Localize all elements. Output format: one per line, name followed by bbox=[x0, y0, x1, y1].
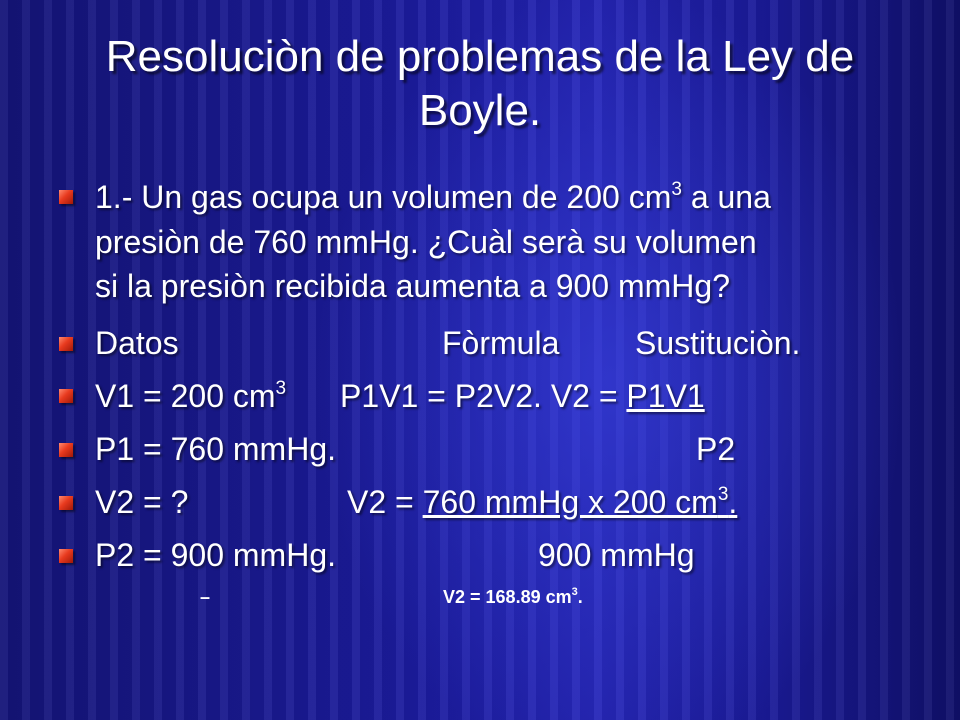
substitution-period: . bbox=[728, 484, 738, 520]
fraction-denominator: P2 bbox=[696, 431, 736, 467]
row-v2-substitution bbox=[347, 482, 737, 523]
header-datos: Datos bbox=[95, 325, 179, 361]
bullet-square-icon bbox=[59, 496, 73, 510]
result-superscript: 3 bbox=[571, 586, 578, 598]
result-period: . bbox=[577, 587, 583, 607]
v1-label: V1 = 200 cm bbox=[95, 378, 276, 414]
v2-equals: V2 = bbox=[347, 484, 423, 520]
substitution-denominator: 900 mmHg bbox=[538, 537, 695, 573]
bullet-square-icon bbox=[59, 190, 73, 204]
problem-line-1 bbox=[95, 177, 771, 218]
result-line bbox=[443, 586, 583, 608]
row-v1 bbox=[95, 376, 286, 417]
row-p2-label: P2 = 900 mmHg. bbox=[95, 537, 336, 573]
bullet-square-icon bbox=[59, 337, 73, 351]
problem-text-1b: a una bbox=[681, 179, 771, 215]
bullet-square-icon bbox=[59, 443, 73, 457]
header-formula: Fòrmula bbox=[442, 325, 560, 361]
row-v2-label: V2 = ? bbox=[95, 484, 189, 520]
problem-superscript: 3 bbox=[671, 179, 682, 200]
problem-line-2: presiòn de 760 mmHg. ¿Cuàl serà su volumen bbox=[95, 224, 757, 260]
fraction-numerator: P1V1 bbox=[626, 378, 705, 414]
bullet-square-icon bbox=[59, 389, 73, 403]
substitution-numerator bbox=[423, 484, 738, 520]
header-sustitucion: Sustituciòn. bbox=[635, 325, 801, 361]
slide-title: Resoluciòn de problemas de la Ley de Boyle. bbox=[105, 32, 855, 135]
substitution-superscript: 3 bbox=[717, 484, 729, 505]
v1-superscript: 3 bbox=[275, 378, 287, 399]
result-dash: – bbox=[200, 587, 211, 607]
row-p1-label: P1 = 760 mmHg. bbox=[95, 431, 336, 467]
problem-text-1a: 1.- Un gas ocupa un volumen de 200 cm bbox=[95, 179, 672, 215]
row-v1-formula bbox=[340, 376, 705, 417]
substitution-numerator-text: 760 mmHg x 200 cm bbox=[422, 484, 718, 520]
v2-equals: V2 = bbox=[550, 378, 627, 414]
problem-line-3: si la presiòn recibida aumenta a 900 mmHg? bbox=[95, 268, 730, 304]
result-text: V2 = 168.89 cm bbox=[443, 587, 572, 607]
bullet-square-icon bbox=[59, 549, 73, 563]
formula-text: P1V1 = P2V2. bbox=[340, 378, 542, 414]
